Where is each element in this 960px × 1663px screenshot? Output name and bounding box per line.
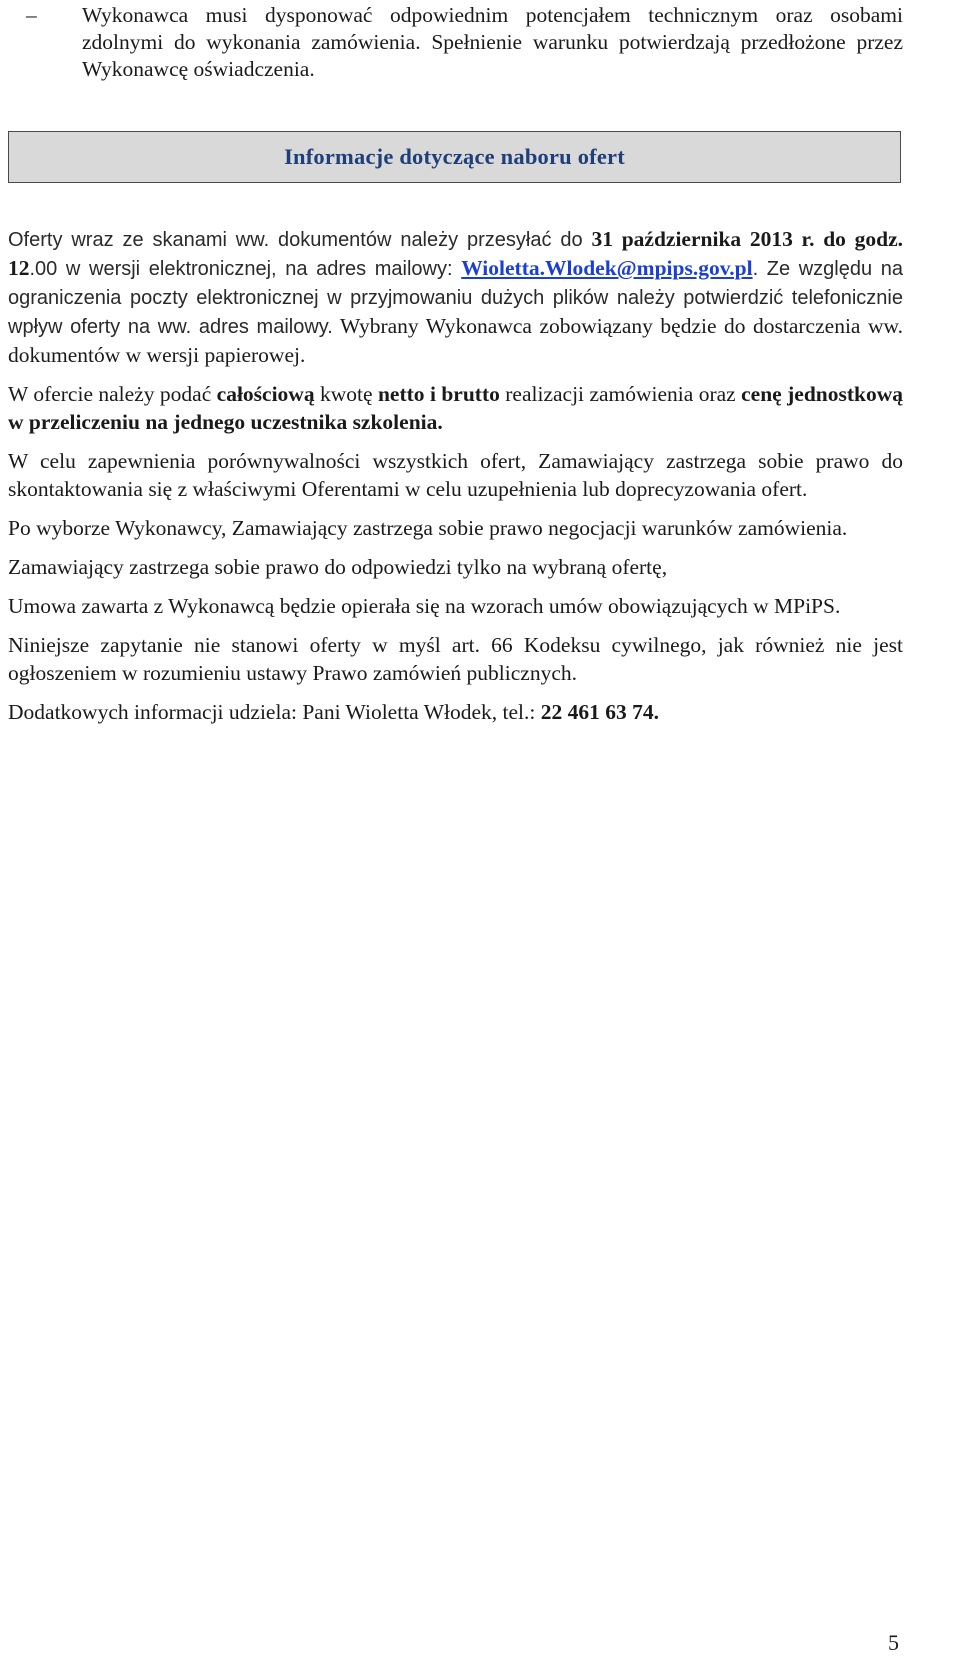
requirement-bullet (8, 2, 903, 83)
p2-bold-net-gross: netto i brutto (377, 382, 500, 406)
paragraph-response: Zamawiający zastrzega sobie prawo do odpowiedzi tylko na wybraną ofertę, (8, 555, 668, 579)
paragraph-contact (8, 698, 903, 726)
deadline-date: 31 października 2013 r. do godz. 12 (8, 227, 903, 280)
document-page (8, 0, 903, 726)
paragraph-legal-notice: Niniejsze zapytanie nie stanowi oferty w myśl art. 66 Kodeksu cywilnego, jak również nie jest ogłoszeniem w rozumieniu ustawy Prawo zamówień publicznych. (8, 633, 903, 685)
p1-text-e: Wybrany Wykonawca zobowiązany będzie do dostarczenia ww. dokumentów w wersji papierowej. (8, 314, 903, 367)
paragraph-contract: Umowa zawarta z Wykonawcą będzie opierała się na wzorach umów obowiązujących w MPiPS. (8, 594, 841, 618)
paragraph-comparability: W celu zapewnienia porównywalności wszystkich ofert, Zamawiający zastrzega sobie prawo do skontaktowania się z właściwymi Oferentami w celu uzupełnienia lub doprecyzowania ofert. (8, 449, 903, 501)
page-number: 5 (888, 1630, 899, 1655)
contact-phone: 22 461 63 74. (540, 700, 659, 724)
bullet-text: Wykonawca musi dysponować odpowiednim potencjałem technicznym oraz osobami zdolnymi do wykonania zamówienia. Spełnienie warunku potwierdzają przedłożone przez Wykonawcę oświadczenia. (82, 3, 903, 81)
p8-text-a: Dodatkowych informacji udziela: Pani Wioletta Włodek, tel.: (8, 700, 541, 724)
p2-bold-total: całościową (216, 382, 315, 406)
p2-text-c: kwotę (314, 382, 378, 406)
p1-text-a: Oferty wraz ze skanami ww. dokumentów należy przesyłać do (8, 229, 592, 251)
paragraph-offer-pricing (8, 380, 903, 436)
paragraph-negotiation: Po wyborze Wykonawcy, Zamawiający zastrzega sobie prawo negocjacji warunków zamówienia. (8, 516, 848, 540)
p1-text-c: .00 w wersji elektronicznej, na adres mailowy: (29, 258, 462, 280)
p1-text-d: . Ze względu na ograniczenia poczty elektronicznej w przyjmowaniu dużych plików należy potwierdzić telefonicznie wpływ oferty na ww. adres mailowy. (8, 258, 903, 338)
p2-bold-unit-price: cenę jednostkową w przeliczeniu na jednego uczestnika szkolenia. (8, 382, 903, 434)
bullet-dash: – (26, 3, 37, 27)
paragraph-offer-submission (8, 225, 903, 369)
email-link[interactable]: Wioletta.Wlodek@mpips.gov.pl (461, 256, 753, 280)
section-heading-box (8, 131, 901, 183)
p2-text-d: realizacji zamówienia oraz (499, 382, 742, 406)
section-heading: Informacje dotyczące naboru ofert (284, 144, 625, 169)
p2-text-a: W ofercie należy podać (8, 382, 217, 406)
